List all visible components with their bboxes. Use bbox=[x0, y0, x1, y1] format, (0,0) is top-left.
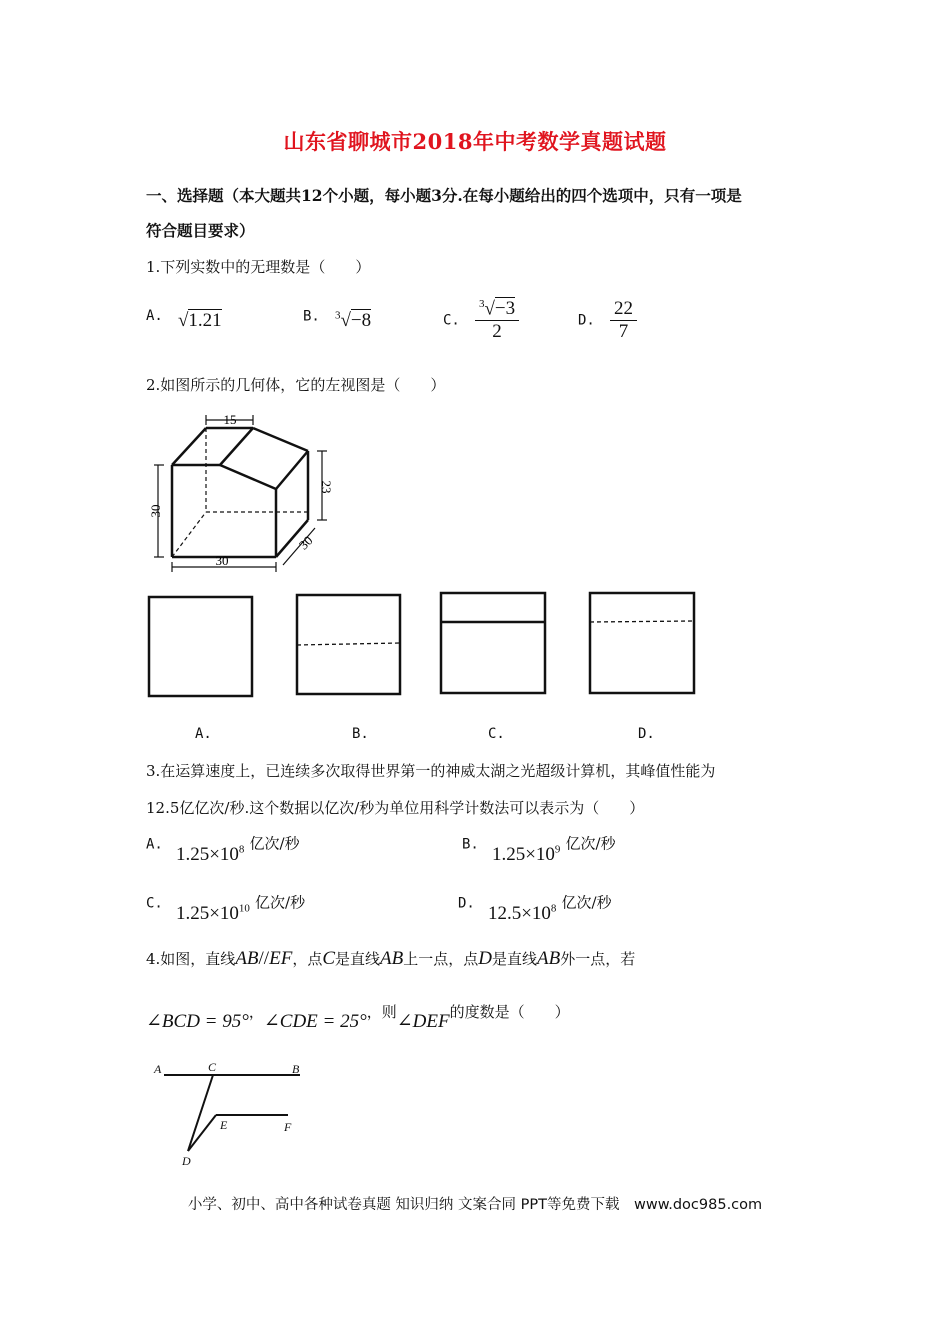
q1-option-a-expr: √1.21 bbox=[177, 310, 222, 331]
q2-option-b-label: B. bbox=[352, 726, 369, 742]
label-e: E bbox=[220, 1118, 228, 1132]
q1-option-d bbox=[578, 298, 637, 343]
section-heading-line2: 符合题目要求） bbox=[146, 221, 255, 240]
q4-figure bbox=[150, 1058, 310, 1170]
q1-option-c-label: C. bbox=[443, 312, 460, 329]
q2-option-c-label: C. bbox=[488, 726, 505, 742]
q1-option-d-label: D. bbox=[578, 312, 595, 329]
q1-option-d-expr: $\frac{22}{7}$ bbox=[610, 298, 637, 343]
label-d: D bbox=[182, 1154, 191, 1168]
q3-stem-line1: 3.在运算速度上，已连续多次取得世界第一的神威太湖之光超级计算机，其峰值性能为 bbox=[146, 762, 716, 780]
dim-label-bottom: 30 bbox=[215, 553, 229, 568]
q2-solid-figure bbox=[150, 405, 340, 575]
label-a: A bbox=[154, 1062, 162, 1076]
label-c: C bbox=[208, 1060, 217, 1074]
q2-option-views bbox=[140, 588, 710, 703]
dim-label-depth: 30 bbox=[295, 532, 316, 553]
dim-label-top: 15 bbox=[223, 412, 237, 427]
footer-text: 小学、初中、高中各种试卷真题 知识归纳 文案合同 PPT等免费下载 www.doc985.com bbox=[187, 1197, 763, 1213]
q1-option-b bbox=[303, 304, 372, 332]
dim-label-left: 30 bbox=[148, 504, 163, 518]
q3-option-d: D. $12.5\times 10^8$ 亿次/秒 bbox=[458, 893, 612, 925]
dim-label-right: 23 bbox=[319, 480, 334, 494]
view-a bbox=[149, 597, 252, 696]
q2-option-d-label: D. bbox=[638, 726, 655, 742]
q1-option-a bbox=[146, 304, 222, 331]
q2-stem: 2.如图所示的几何体，它的左视图是（ ） bbox=[146, 376, 446, 394]
label-b: B bbox=[292, 1062, 300, 1076]
section-heading-line1: 一、选择题（本大题共12个小题，每小题3分.在每小题给出的四个选项中，只有一项是 bbox=[146, 186, 742, 205]
view-c bbox=[441, 593, 545, 693]
q1-option-a-label: A. bbox=[146, 308, 163, 324]
page-title: 山东省聊城市2018年中考数学真题试题 bbox=[283, 129, 667, 154]
q1-option-c-expr: $\frac{^3√-3}{2}$ bbox=[475, 298, 519, 343]
q3-option-a: A. $1.25\times 10^8$ 亿次/秒 bbox=[146, 834, 300, 866]
q1-option-c bbox=[443, 298, 519, 343]
label-f: F bbox=[284, 1120, 292, 1134]
q1-option-b-label: B. bbox=[303, 308, 320, 325]
view-d bbox=[590, 593, 694, 693]
q3-option-b: B. $1.25\times 10^9$ 亿次/秒 bbox=[462, 834, 616, 866]
q1-stem: 1.下列实数中的无理数是（ ） bbox=[146, 258, 371, 276]
q2-option-a-label: A. bbox=[195, 726, 212, 742]
q4-stem-line2: ∠BCD = 95°，∠CDE = 25°，则∠DEF的度数是（ ） bbox=[146, 1003, 570, 1032]
q4-stem-line1: 4.如图，直线AB//EF，点C是直线AB上一点，点D是直线AB外一点，若 bbox=[146, 948, 636, 969]
q3-stem-line2: 12.5亿亿次/秒.这个数据以亿次/秒为单位用科学计数法可以表示为（ ） bbox=[146, 799, 645, 817]
q3-option-c: C. $1.25\times 10^{10}$ 亿次/秒 bbox=[146, 893, 306, 925]
q1-option-b-expr: $^3$√−8 bbox=[334, 310, 372, 332]
